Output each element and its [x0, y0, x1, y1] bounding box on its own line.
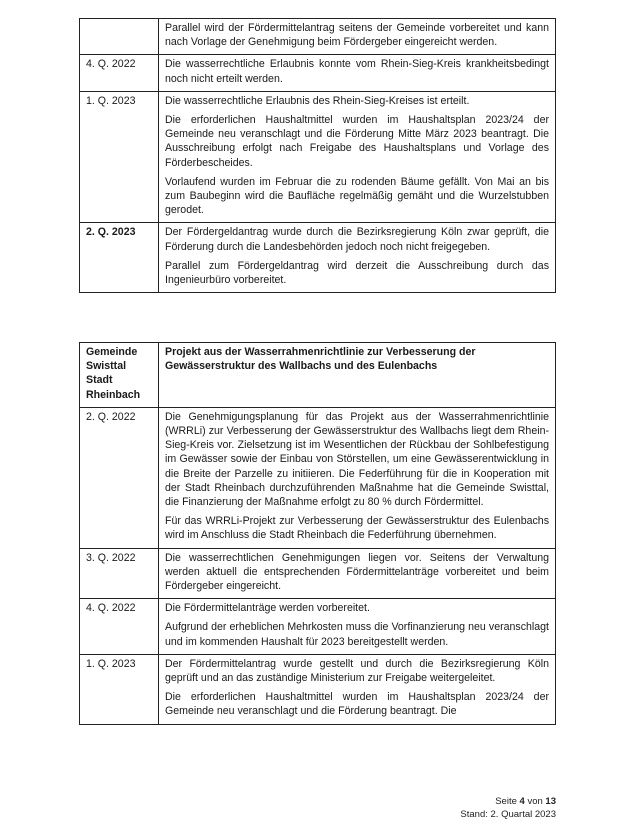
page-number — [460, 795, 556, 808]
quarter-cell: 3. Q. 2022 — [80, 548, 159, 599]
status-cell — [159, 223, 556, 293]
status-paragraph: Der Fördergeldantrag wurde durch die Bezirksregierung Köln zwar geprüft, die Förderung durch die Landesbehörden jedoch noch nicht freigegeben. — [165, 226, 549, 253]
status-cell — [159, 654, 556, 724]
page-prefix: Seite — [495, 796, 517, 807]
status-paragraph: Die wasserrechtliche Erlaubnis konnte vom Rhein-Sieg-Kreis krankheitsbedingt noch nicht erteilt werden. — [165, 58, 549, 85]
quarter-cell: 1. Q. 2023 — [80, 654, 159, 724]
status-paragraph: Die wasserrechtliche Erlaubnis des Rhein-Sieg-Kreises ist erteilt. — [165, 94, 470, 107]
page-current: 4 — [519, 796, 525, 807]
status-cell — [159, 19, 556, 55]
table-row — [80, 599, 556, 655]
page-total: 13 — [545, 796, 556, 807]
status-cell — [159, 407, 556, 548]
status-cell — [159, 599, 556, 655]
status-paragraph: Der Fördermittelantrag wurde gestellt und durch die Bezirksregierung Köln geprüft und an das zuständige Ministerium zur Freigabe weitergeleitet. — [165, 657, 549, 685]
table-header-row — [80, 343, 556, 408]
status-paragraph: Vorlaufend wurden im Februar die zu rodenden Bäume gefällt. Von Mai an bis zum Baubeginn wird die Baufläche regelmäßig gemäht und die Wurzelstubben gerodet. — [165, 175, 549, 217]
table-row — [80, 548, 556, 599]
status-cell — [159, 55, 556, 91]
status-table-1 — [79, 18, 556, 293]
status-paragraph: Für das WRRLi-Projekt zur Verbesserung der Gewässerstruktur des Eulenbachs wird im Anschluss die Stadt Rheinbach die Federführung übernehmen. — [165, 515, 549, 542]
page-footer — [460, 795, 556, 821]
table-row — [80, 223, 556, 293]
page-sep: von — [527, 796, 543, 807]
table-row — [80, 91, 556, 223]
status-paragraph: Die wasserrechtlichen Genehmigungen liegen vor. Seitens der Verwaltung werden aktuell die entsprechenden Fördermittelanträge vorbereitet und beim Fördergeber eingereicht. — [165, 551, 549, 593]
status-table-2 — [79, 342, 556, 725]
status-date: Stand: 2. Quartal 2023 — [460, 809, 556, 820]
table-row — [80, 19, 556, 55]
status-paragraph: Parallel zum Fördergeldantrag wird derzeit die Ausschreibung durch das Ingenieurbüro vorbereitet. — [165, 259, 549, 287]
municipality-header: Gemeinde Swisttal Stadt Rheinbach — [80, 343, 159, 408]
status-paragraph: Parallel wird der Fördermittelantrag seitens der Gemeinde vorbereitet und kann nach Vorlage der Genehmigung beim Fördergeber eingereicht werden. — [165, 22, 549, 49]
status-paragraph: Aufgrund der erheblichen Mehrkosten muss die Vorfinanzierung neu veranschlagt und im kommenden Haushalt für 2023 bereitgestellt werden. — [165, 621, 549, 648]
table-row — [80, 407, 556, 548]
quarter-cell — [80, 19, 159, 55]
status-paragraph: Die Fördermittelanträge werden vorbereitet. — [165, 602, 370, 615]
status-paragraph: Die Genehmigungsplanung für das Projekt aus der Wasserrahmenrichtlinie (WRRLi) zur Verbesserung der Gewässerstruktur des Wallbachs liegt dem Rhein-Sieg-Kreis vor. Zielsetzung ist im Wesentlichen der Rückbau der Sohlbefestigung im Gewässer sowie der Einbau von Störstellen, um eine Gewässerentwicklung in die Breite der Parzelle zu initiieren. Die Federführung für die in Kooperation mit der Stadt Rheinbach durchzuführenden Maßnahme hat die Gemeinde Swisttal, die Finanzierung der Maßnahme erfolgt zu 80 % durch Fördermittel. — [165, 410, 549, 509]
project-title-header: Projekt aus der Wasserrahmenrichtlinie zur Verbesserung der Gewässerstruktur des Wallbachs und des Eulenbachs — [159, 343, 556, 408]
quarter-cell: 1. Q. 2023 — [80, 91, 159, 223]
quarter-cell: 2. Q. 2022 — [80, 407, 159, 548]
status-paragraph: Die erforderlichen Haushaltmittel wurden im Haushaltsplan 2023/24 der Gemeinde neu veranschlagt und die Förderung Mitte März 2023 beantragt. Die Ausschreibung erfolgt nach Freigabe des Haushaltsplans und Vorlage des Förderbescheides. — [165, 114, 549, 169]
status-cell — [159, 548, 556, 599]
quarter-cell: 2. Q. 2023 — [80, 223, 159, 293]
status-cell — [159, 91, 556, 223]
table-row — [80, 654, 556, 724]
quarter-cell: 4. Q. 2022 — [80, 55, 159, 91]
table-row — [80, 55, 556, 91]
status-paragraph: Die erforderlichen Haushaltmittel wurden im Haushaltsplan 2023/24 der Gemeinde neu veranschlagt und die Förderung beantragt. Die — [165, 691, 549, 718]
quarter-cell: 4. Q. 2022 — [80, 599, 159, 655]
